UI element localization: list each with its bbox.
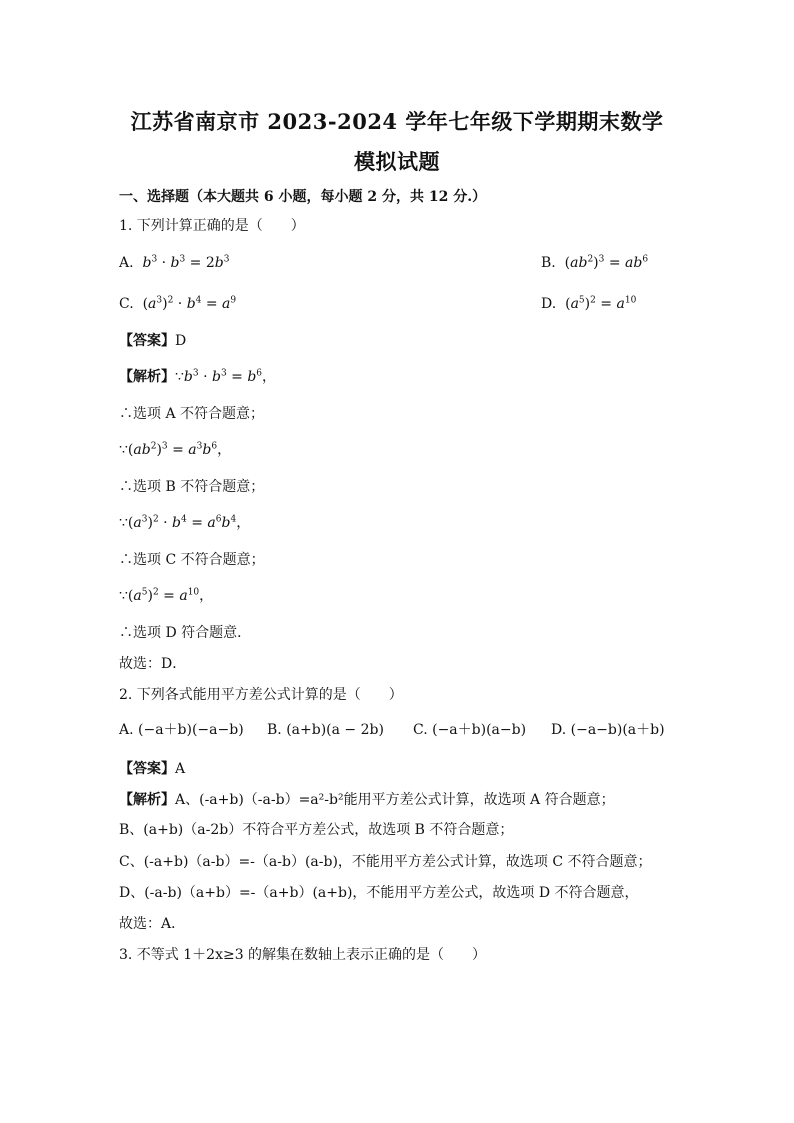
q1-conclusion: 故选：D． <box>119 656 187 672</box>
q1-option-b: B. $(ab^2)^3 = ab^6$ <box>541 254 649 271</box>
q2-analysis-line1: 【解析】A、(-a+b)（-a-b）=a²-b²能用平方差公式计算，故选项 A 符合题意； <box>119 792 615 808</box>
q1-stem: 1. 下列计算正确的是（ ） <box>119 218 305 234</box>
q1-analysis-line8: ∴选项 D 符合题意． <box>119 625 252 641</box>
q1-option-c: C. $(a^3)^2 \cdot b^4 = a^9$ <box>119 295 237 312</box>
q2-option-d: D. (−a−b)(a＋b) <box>551 722 665 738</box>
q2-conclusion: 故选：A． <box>119 916 186 932</box>
q2-option-b: B. (a+b)(a − 2b) <box>267 722 384 738</box>
q2-stem: 2. 下列各式能用平方差公式计算的是（ ） <box>119 687 403 703</box>
q1-analysis-line3: $\because(ab^2)^3 = a^3b^6$， <box>119 441 232 458</box>
q2-analysis-line4: D、(-a-b)（a+b）=-（a+b）(a+b)，不能用平方差公式，故选项 D 不符合题意， <box>119 885 639 901</box>
q2-analysis-line2: B、(a+b)（a-2b）不符合平方差公式，故选项 B 不符合题意； <box>119 822 514 838</box>
q1-analysis-line4: ∴选项 B 不符合题意； <box>119 479 265 495</box>
q2-analysis-line3: C、(-a+b)（a-b）=-（a-b）(a-b)，不能用平方差公式计算，故选项 C 不符合题意； <box>119 854 652 870</box>
q3-stem: 3. 不等式 1＋2x≥3 的解集在数轴上表示正确的是（ ） <box>119 947 487 963</box>
q1-option-d: D. $(a^5)^2 = a^{10}$ <box>541 295 637 312</box>
q1-analysis-line5: $\because(a^3)^2 \cdot b^4 = a^6b^4$， <box>119 514 251 531</box>
q1-option-a: A. $b^3 \cdot b^3 = 2b^3$ <box>119 254 230 271</box>
document-title-line2: 模拟试题 <box>354 149 440 174</box>
document-title-line1: 江苏省南京市 2023-2024 学年七年级下学期期末数学 <box>130 109 664 134</box>
q2-option-c: C. (−a＋b)(a−b) <box>413 722 527 738</box>
q2-option-a: A. (−a＋b)(−a−b) <box>119 722 244 738</box>
section-heading: 一、选择题（本大题共 6 小题，每小题 2 分，共 12 分.） <box>119 189 487 205</box>
q1-answer: 【答案】D <box>119 333 187 349</box>
q1-analysis-line1: 【解析】$\because b^3 \cdot b^3 = b^6$， <box>119 368 277 385</box>
q1-analysis-line6: ∴选项 C 不符合题意； <box>119 552 265 568</box>
q1-analysis-line7: $\because(a^5)^2 = a^{10}$， <box>119 587 214 604</box>
q2-answer: 【答案】A <box>119 761 186 777</box>
q1-analysis-line2: ∴选项 A 不符合题意； <box>119 406 265 422</box>
